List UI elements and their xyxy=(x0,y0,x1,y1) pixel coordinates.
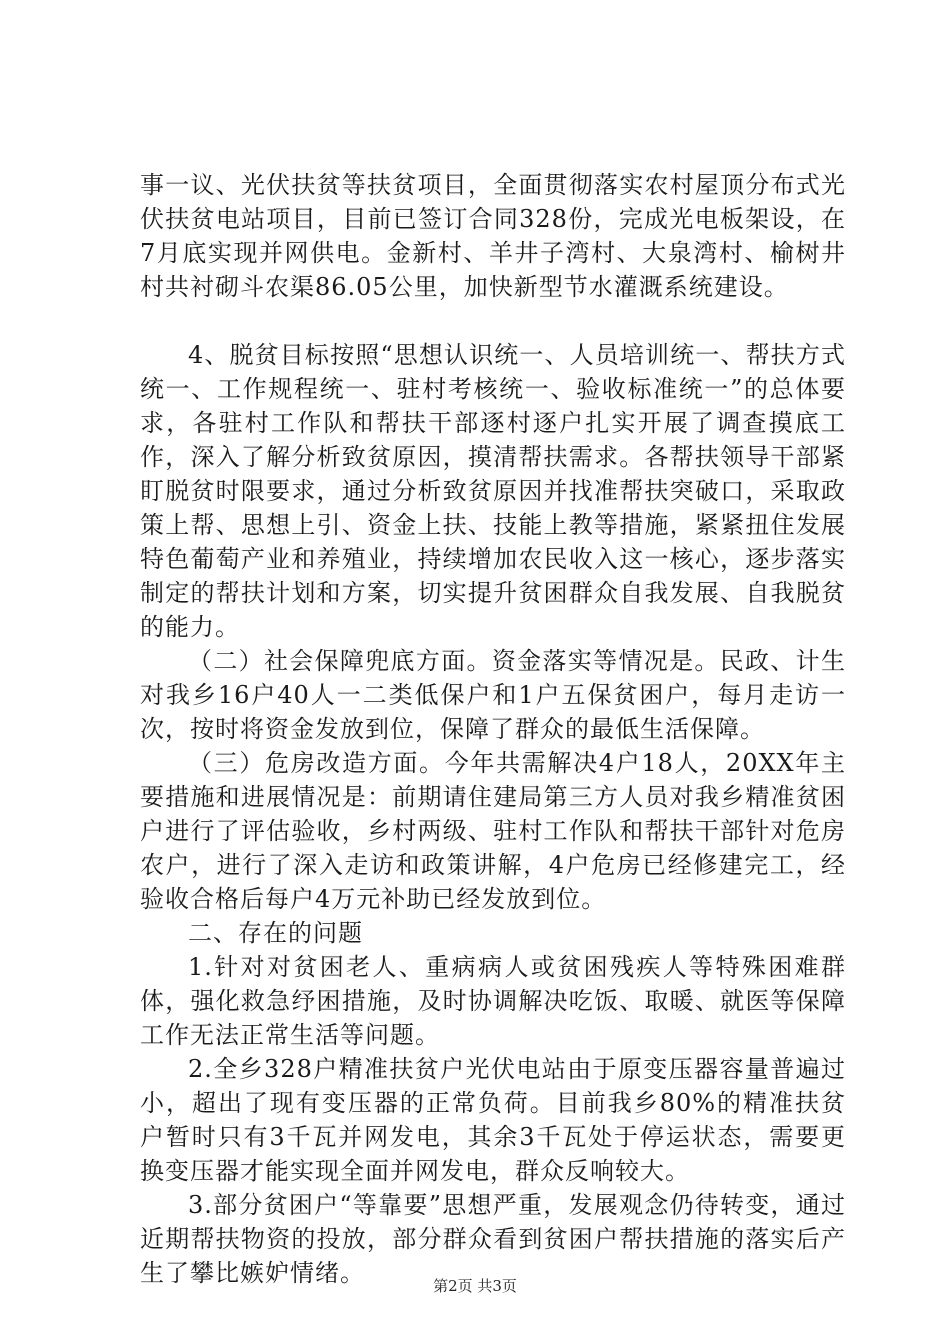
page-footer: 第2页 共3页 xyxy=(433,1277,517,1295)
paragraph-problem-2: 2.全乡328户精准扶贫户光伏电站由于原变压器容量普遍过小，超出了现有变压器的正常负荷。目前我乡80%的精准扶贫户暂时只有3千瓦并网发电，其余3千瓦处于停运状态，需要更换变压器才能实现全面并网发电，群众反响较大。 xyxy=(140,1055,846,1185)
paragraph-problem-3: 3.部分贫困户“等靠要”思想严重，发展观念仍待转变，通过近期帮扶物资的投放，部分群众看到贫困户帮扶措施的落实后产生了攀比嫉妒情绪。 xyxy=(140,1191,846,1287)
paragraph-project-progress: 事一议、光伏扶贫等扶贫项目，全面贯彻落实农村屋顶分布式光伏扶贫电站项目，目前已签订合同328份，完成光电板架设，在7月底实现并网供电。金新村、羊井子湾村、大泉湾村、榆树井村共衬砌斗农渠86.05公里，加快新型节水灌溉系统建设。 xyxy=(140,171,846,301)
paragraph-social-security: （二）社会保障兜底方面。资金落实等情况是。民政、计生对我乡16户40人一二类低保户和1户五保贫困户，每月走访一次，按时将资金发放到位，保障了群众的最低生活保障。 xyxy=(140,647,846,743)
paragraph-housing-renovation: （三）危房改造方面。今年共需解决4户18人，20XX年主要措施和进展情况是：前期请住建局第三方人员对我乡精准贫困户进行了评估验收，乡村两级、驻村工作队和帮扶干部针对危房农户，进行了深入走访和政策讲解，4户危房已经修建完工，经验收合格后每户4万元补助已经发放到位。 xyxy=(140,749,846,913)
paragraph-poverty-goal: 4、脱贫目标按照“思想认识统一、人员培训统一、帮扶方式统一、工作规程统一、驻村考核统一、验收标准统一”的总体要求，各驻村工作队和帮扶干部逐村逐户扎实开展了调查摸底工作，深入了解分析致贫原因，摸清帮扶需求。各帮扶领导干部紧盯脱贫时限要求，通过分析致贫原因并找准帮扶突破口，采取政策上帮、思想上引、资金上扶、技能上教等措施，紧紧扭住发展特色葡萄产业和养殖业，持续增加农民收入这一核心，逐步落实制定的帮扶计划和方案，切实提升贫困群众自我发展、自我脱贫的能力。 xyxy=(140,341,846,641)
paragraph-problem-1: 1.针对对贫困老人、重病病人或贫困残疾人等特殊困难群体，强化救急纾困措施，及时协调解决吃饭、取暖、就医等保障工作无法正常生活等问题。 xyxy=(140,953,846,1049)
section-heading-problems: 二、存在的问题 xyxy=(188,919,363,947)
document-body xyxy=(140,168,846,1290)
